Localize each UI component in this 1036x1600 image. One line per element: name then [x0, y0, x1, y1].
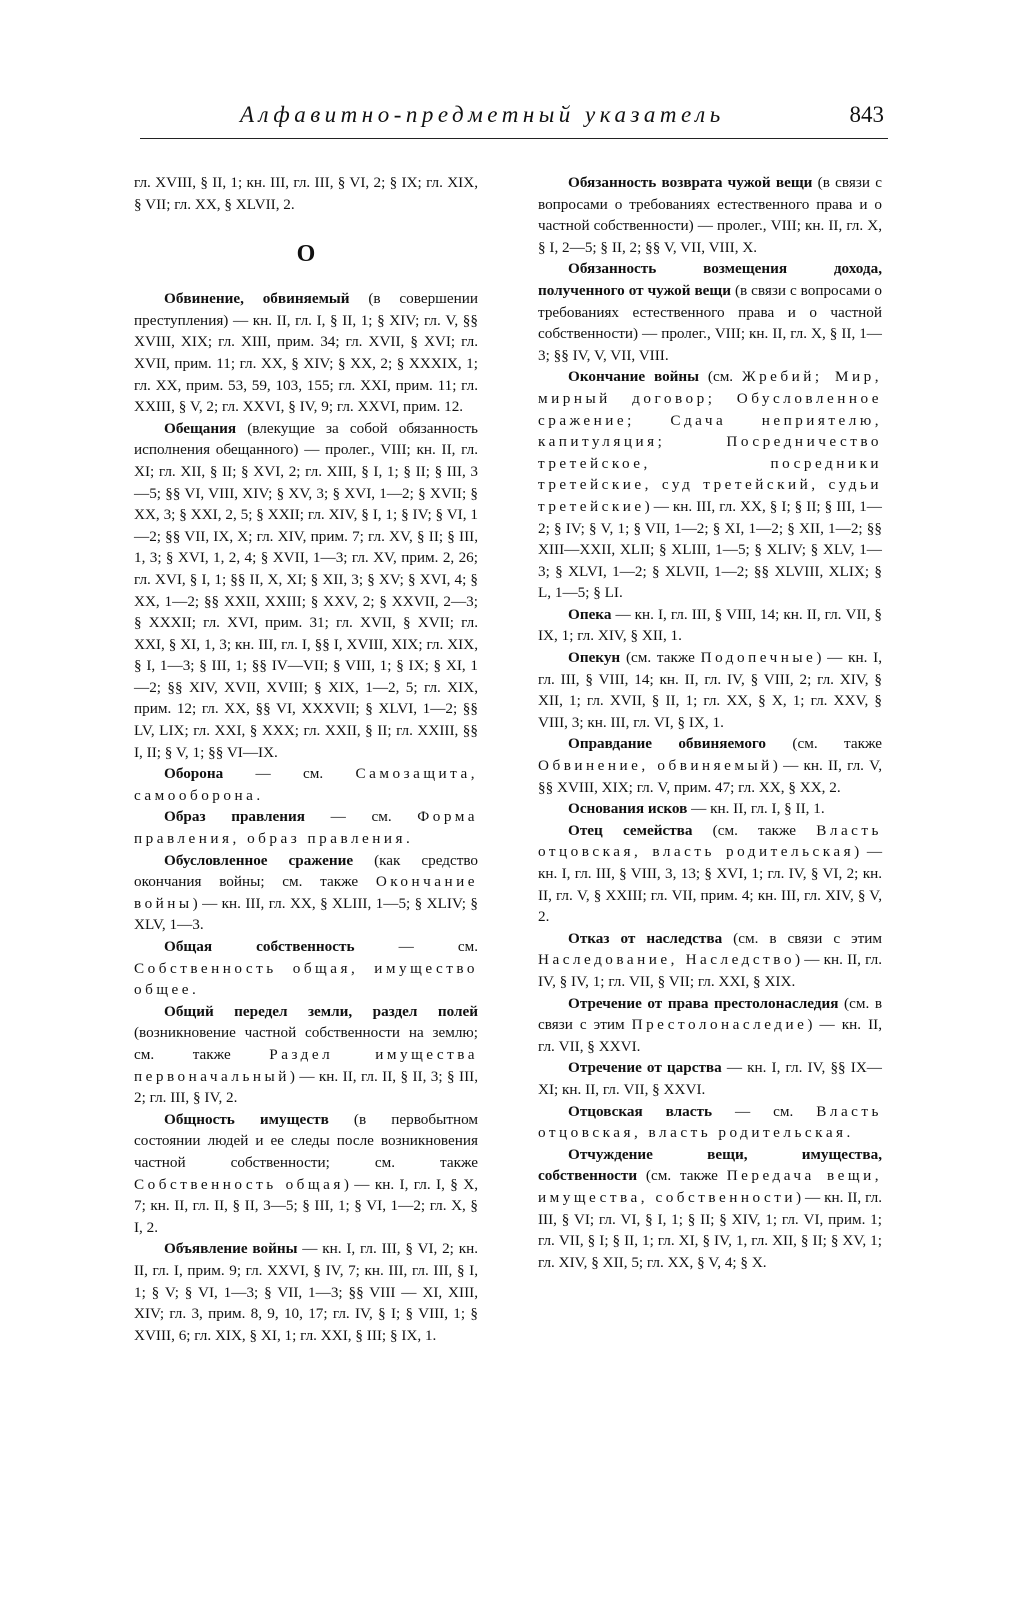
entry-term: Общность имуществ [164, 1110, 329, 1128]
entry-body: (см. также [766, 735, 882, 753]
entry-body: . [192, 981, 196, 999]
cross-reference: Наследование, Наследство [538, 951, 795, 969]
index-entry [134, 288, 478, 418]
index-entry [538, 820, 882, 928]
entry-body: — см. [304, 808, 418, 826]
entry-body: (см. также [620, 649, 701, 667]
entry-body: (см. [699, 368, 742, 386]
continued-entry: гл. XVIII, § II, 1; кн. III, гл. III, § VI, 2; § IX; гл. XIX, § VII; гл. XX, § XLVII, 2. [134, 174, 478, 213]
cross-reference: Собственность общая, имущество общее [134, 959, 478, 999]
cross-reference: Жребий; Мир, мирный договор; Обусловленное сражение; Сдача неприятелю, капитуляция; Посредничество третейское, посредники третейские, суд третейский, судьи третейские [538, 368, 882, 515]
entry-body: (в связи с вопросами о требованиях естественного права и о частной собственности) — пролег., VIII; кн. II, гл. X, § II, 1—3; §§ IV, V, VII, VIII. [538, 281, 883, 364]
entry-body: (возникновение частной собственности на землю; см. также [134, 1024, 478, 1063]
entry-body: ) — кн. II, гл. II, § II, 3; § III, 2; гл. III, § IV, 2. [134, 1067, 478, 1107]
right-column [538, 172, 882, 1273]
index-entry [134, 806, 478, 849]
cross-reference: Власть отцовская, власть родительская [538, 821, 882, 861]
index-entry [538, 798, 882, 820]
index-entry [538, 928, 882, 993]
entry-body: (в первобытном состоянии людей и ее следы после возникновения частной собственности; см. также [134, 1110, 478, 1171]
entry-body: (см. также [637, 1167, 727, 1185]
page-number: 843 [849, 102, 884, 127]
entry-body: (см. в связи с этим [722, 929, 882, 947]
entry-term: Образ правления [164, 808, 305, 826]
entry-term: Оборона [164, 765, 224, 783]
entry-term: Основания исков [568, 800, 688, 818]
entry-body: . [846, 1124, 851, 1142]
cross-reference: Передача вещи, имущества, собственности [538, 1167, 883, 1206]
entry-term: Общий передел земли, раздел полей [164, 1002, 478, 1020]
entry-term: Обвинение, обвиняемый [164, 290, 350, 308]
entry-body: ) — кн. II, гл. V, §§ XVIII, XIX; гл. V, прим. 47; гл. XX, § XX, 2. [538, 757, 882, 796]
entry-body: — кн. I, гл. III, § VI, 2; кн. II, гл. I, прим. 9; гл. XXVI, § IV, 7; кн. III, гл. III, § I, 1; § V; § VI, 1—3; § VII, 1—3; §§ VIII — XI, XIII, XIV; гл. 3, прим. 8, 9, 10, 17; гл. IV, § I; § VIII, 1; § XVIII, 6; гл. XIX, § XI, 1; гл. XXI, § III; § IX, 1. [134, 1240, 479, 1344]
cross-reference: Форма правления, образ правления [134, 808, 478, 848]
index-entry [538, 647, 882, 733]
entry-body: ) — кн. II, гл. IV, § IV, 1; гл. VII, § VII; гл. XXI, § XIX. [538, 951, 883, 990]
entry-term: Отец семейства [568, 821, 693, 839]
index-entry [538, 1057, 882, 1100]
entry-term: Отказ от наследства [568, 929, 723, 947]
cross-reference: Собственность общая [134, 1175, 344, 1193]
entry-body: — кн. I, гл. III, § VIII, 14; кн. II, гл. VII, § IX, 1; гл. XIV, § XII, 1. [538, 605, 882, 645]
index-entry [134, 763, 478, 806]
entry-body: — см. [223, 765, 356, 783]
index-entry [538, 1101, 882, 1144]
index-entry [134, 1109, 478, 1239]
index-entry [134, 850, 478, 936]
cross-reference: Раздел имущества первоначальный [134, 1045, 479, 1085]
entry-body: (см. в связи с этим [538, 994, 882, 1034]
entry-term: Отречение от права престолонаследия [568, 994, 839, 1012]
entry-body: ) — кн. III, гл. XX, § XLIII, 1—5; § XLIV; § XLV, 1—3. [134, 894, 478, 934]
running-title: Алфавитно-предметный указатель [240, 102, 725, 127]
entry-body: — см. [354, 938, 478, 955]
index-entry [538, 733, 882, 798]
index-entry [134, 1238, 478, 1346]
entry-term: Объявление войны [164, 1240, 298, 1258]
index-entry [134, 418, 478, 764]
entry-body: (как средство окончания войны; см. также [134, 851, 479, 891]
entry-body: . [406, 830, 410, 848]
entry-body: (см. также [692, 821, 817, 839]
entry-term: Отречение от царства [568, 1059, 722, 1077]
index-entry [134, 1001, 478, 1109]
entry-term: Отцовская власть [568, 1102, 713, 1120]
index-entry [538, 172, 882, 258]
entry-term: Опекун [568, 649, 621, 667]
entry-body: (влекущие за собой обязанность исполнения обещанного) — пролег., VIII; кн. II, гл. XI; гл. XII, § II; § XVI, 2; гл. XIII, § I, 1; § II; § III, 3—5; §§ VI, VIII, XIV; § XV, 3; § XVI, 1—2; § XVII; § XX, 3; § XXI, 2, 5; § XXII; гл. XIV, § I, 1; § IV; § VI, 1—2; §§ VII, IX, X; гл. XIV, прим. 7; гл. XV, § II; § III, 1, 3; § XVI, 1, 2, 4; § XVII, 1—3; гл. XV, прим. 2, 26; гл. XVI, § I, 1; §§ II, X, XI; § XII, 3; § XV; § XVI, 4; § XX, 1—2; §§ XXII, XXIII; § XXV, 2; § XXVII, 2—3; § XXXII; гл. XVI, прим. 31; гл. XVII, § XVII; гл. XXI, § XI, 1, 3; кн. III, гл. I, §§ I, XVIII, XIX; гл. XIX, § I, 1—3; § III, 1; §§ IV—VII; § VIII, 1; § IX; § XI, 1—2; §§ XIV, XVII, XVIII; § XIX, 1—2, 5; гл. XIX, прим. 12; гл. XX, §§ VI, XXXVII; § XLVI, 1—2; §§ LV, LIX; гл. XXI, § XXX; гл. XXII, § II; гл. XXIII, §§ I, II; § V, 1; §§ VI—IX. [134, 419, 478, 761]
entry-body: (в связи с вопросами о требованиях естественного права и о частной собственности) — пролег., VIII; кн. II, гл. X, § I, 2—5; § II, 2; §§ V, VII, VIII, X. [538, 174, 882, 256]
entry-body: — см. [712, 1102, 817, 1120]
entry-term: Обязанность возмещения дохода, полученного от чужой вещи [538, 260, 882, 299]
index-entry [538, 258, 882, 366]
entry-body: ) — кн. II, гл. VII, § XXVI. [538, 1016, 882, 1055]
cross-reference: Власть отцовская, власть родительская [538, 1102, 882, 1142]
running-header [140, 100, 888, 139]
entry-term: Окончание войны [568, 368, 700, 386]
entry-term: Отчуждение вещи, имущества, собственности [538, 1145, 882, 1185]
entry-term: Общая собственность [164, 938, 355, 955]
section-letter: О [296, 241, 316, 268]
entry-body: ) — кн. I, гл. I, § X, 7; кн. II, гл. II, § II, 3—5; § III, 1; § VI, 1—2; гл. X, § I, 2. [134, 1175, 478, 1236]
entry-body: ) — кн. I, гл. III, § VIII, 14; кн. II, гл. IV, § VIII, 2; гл. XIV, § XII, 1; гл. XVII, § II, 1; гл. XX, § X, 1; гл. XXV, § VIII, 3; кн. III, гл. VI, § IX, 1. [538, 649, 882, 731]
index-entry [134, 936, 478, 1001]
entry-body: ) — кн. III, гл. XX, § I; § II; § III, 1—2; § IV; § V, 1; § VII, 1—2; § XI, 1—2; § XII, 1—2; §§ XIII—XXII, XLII; § XLIII, 1—5; § XLIV; § XLV, 1—3; § XLVI, 1—2; § XLVII, 1—2; §§ XLVIII, XLIX; § L, 1—5; § LI. [538, 497, 882, 602]
cross-reference: Престолонаследие [631, 1016, 808, 1034]
index-entry [538, 604, 882, 647]
entry-body: ) — кн. II, гл. III, § VI; гл. VI, § I, 1; § II; § XIV, 1; гл. VI, прим. 1; гл. VII, § I; § II, 1; гл. XI, § IV, 1, гл. XII, § II; § XV, 1; гл. XIV, § XII, 5; гл. XX, § V, 4; § X. [538, 1188, 882, 1271]
entry-term: Обусловленное сражение [164, 851, 354, 869]
entry-body: — кн. II, гл. I, § II, 1. [687, 800, 825, 818]
cross-reference: Самозащита, самооборона [134, 765, 478, 804]
index-entry [538, 993, 882, 1058]
entry-body: — кн. I, гл. IV, §§ IX—XI; кн. II, гл. VII, § XXVI. [538, 1059, 882, 1098]
entry-body: ) — кн. I, гл. III, § VIII, 3, 13; § XVI, 1; гл. IV, § VI, 2; кн. II, гл. V, § XXIII; гл. VII, прим. 4; кн. III, гл. XIV, § V, 2. [538, 843, 883, 926]
entry-term: Обещания [164, 419, 237, 437]
entry-body: . [256, 786, 261, 804]
entry-term: Опека [568, 605, 612, 623]
entry-term: Оправдание обвиняемого [568, 735, 767, 753]
left-column [134, 172, 478, 1346]
cross-reference: Подопечные [700, 649, 817, 667]
index-entry [538, 366, 882, 604]
entry-body: (в совершении преступления) — кн. II, гл. I, § II, 1; § XIV; гл. V, §§ XVIII, XIX; гл. XIII, прим. 34; гл. XVII, § XVI; гл. XVII, прим. 11; гл. XX, § XIV; § XX, 2; § XXXIX, 1; гл. XX, прим. 53, 59, 103, 155; гл. XXI, прим. 11; гл. XXIII, § V, 2; гл. XXVI, § IV, 9; гл. XXVI, прим. 12. [134, 290, 478, 416]
index-entry [538, 1144, 882, 1274]
cross-reference: Окончание войны [134, 873, 478, 912]
cross-reference: Обвинение, обвиняемый [538, 757, 773, 775]
entry-term: Обязанность возврата чужой вещи [568, 174, 813, 191]
